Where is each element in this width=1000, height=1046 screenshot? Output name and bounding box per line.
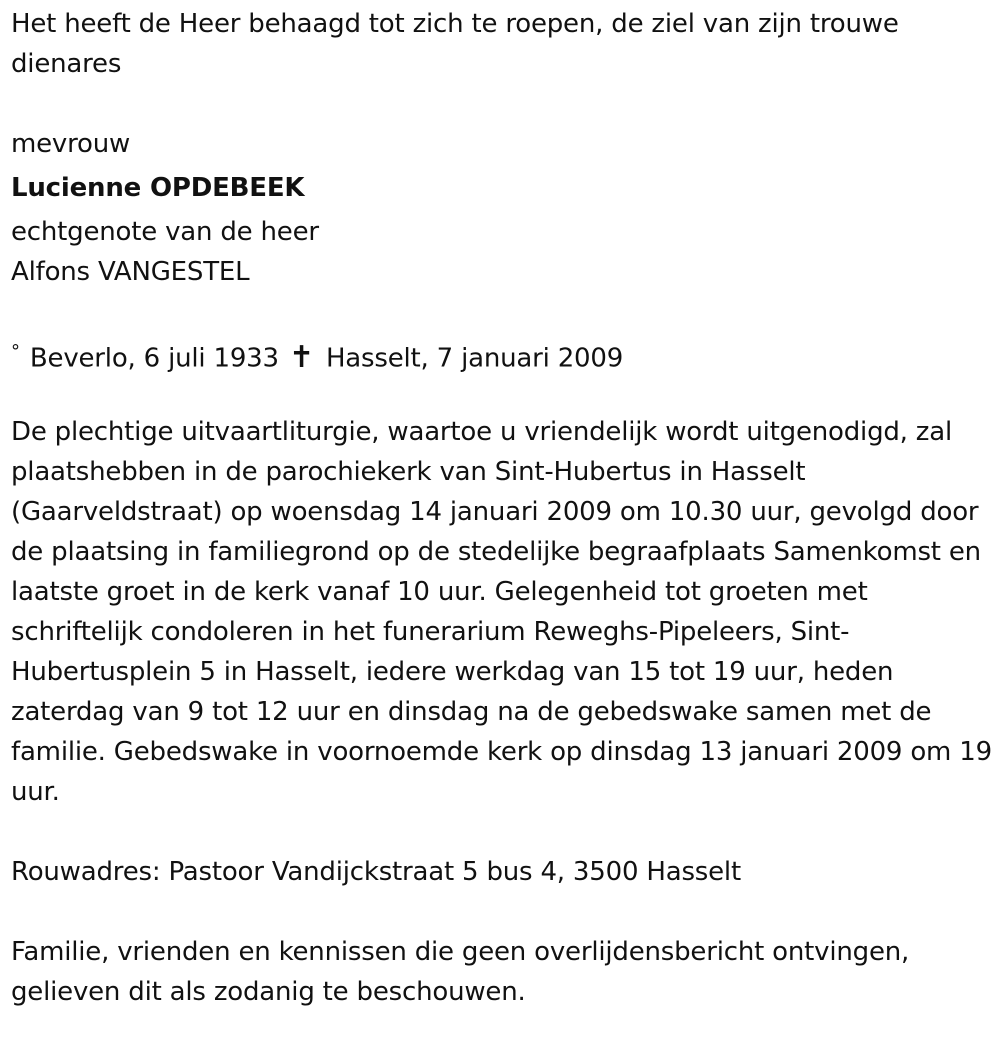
death-notice <box>11 4 996 1012</box>
birth-text: Beverlo, 6 juli 1933 <box>29 343 279 374</box>
deceased-name: Lucienne OPDEBEEK <box>11 173 305 203</box>
death-text: Hasselt, 7 januari 2009 <box>325 343 624 374</box>
relation-text: echtgenote van de heer <box>11 217 319 247</box>
spacer <box>11 812 996 852</box>
spacer <box>11 372 996 412</box>
intro-text: Het heeft de Heer behaagd tot zich te roepen, de ziel van zijn trouwe dienares <box>11 9 899 79</box>
spacer <box>11 292 996 332</box>
spacer <box>11 892 996 932</box>
spacer <box>11 84 996 124</box>
address-text: Rouwadres: Pastoor Vandijckstraat 5 bus 4, 3500 Hasselt <box>11 857 741 887</box>
life-dates <box>11 332 996 375</box>
cross-icon: ✝ <box>288 339 314 375</box>
spouse-name: Alfons VANGESTEL <box>11 257 250 287</box>
closing-text: Familie, vrienden en kennissen die geen overlijdensbericht ontvingen, gelieven dit als zodanig te beschouwen. <box>11 937 910 1007</box>
title-text: mevrouw <box>11 129 131 159</box>
birth-symbol-icon: ° <box>11 341 20 362</box>
funeral-text: De plechtige uitvaartliturgie, waartoe u vriendelijk wordt uitgenodigd, zal plaatshebben in de parochiekerk van Sint-Hubertus in Hasselt (Gaarveldstraat) op woensdag 14 januari 2009 om 10.30 uur, gevolgd door de plaatsing in familiegrond op de stedelijke begraafplaats Samenkomst en laatste groet in de kerk vanaf 10 uur. Gelegenheid tot groeten met schriftelijk condoleren in het funerarium Reweghs-Pipeleers, Sint-Hubertusplein 5 in Hasselt, iedere werkdag van 15 tot 19 uur, heden zaterdag van 9 tot 12 uur en dinsdag na de gebedswake samen met de familie. Gebedswake in voornoemde kerk op dinsdag 13 januari 2009 om 19 uur. <box>11 417 992 807</box>
